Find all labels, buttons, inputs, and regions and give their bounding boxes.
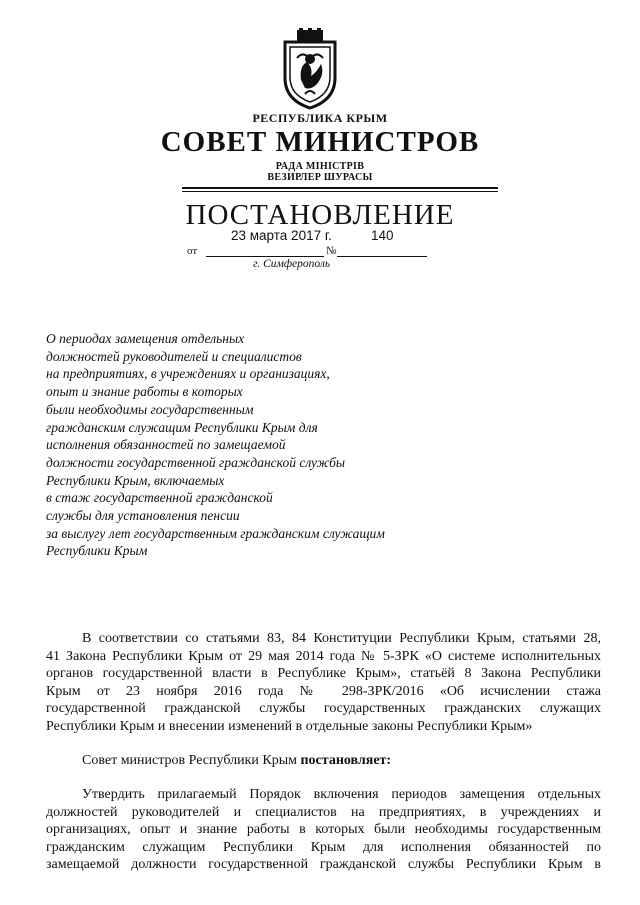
date-label: от [187,245,198,257]
subject-line: в стаж государственной гражданской [46,490,273,506]
paragraph-line: замещаемой должности государственной гражданской службы Республики Крым в [46,857,601,872]
crimea-coat-of-arms-icon [277,28,343,110]
decree-subject [46,330,466,560]
subject-line: за выслугу лет государственным гражданским служащим [46,525,385,541]
paragraph-line: Республики Крым и внесении изменений в отдельные законы Республики Крым» [46,718,533,734]
paragraph-line: государственной гражданской службы государственных гражданских служащих [46,701,601,716]
header-rule-thick [182,187,498,189]
council-title: СОВЕТ МИНИСТРОВ [160,126,480,158]
decree-number: 140 [371,228,394,243]
subject-line: исполнения обязанностей по замещаемой [46,437,286,453]
resolution-paragraph [46,752,601,770]
paragraph-line: Утвердить прилагаемый Порядок включения периодов замещения отдельных [82,787,601,802]
city-label: г. Симферополь [253,258,331,270]
council-title-crimean-tatar: ВЕЗИРЛЕР ШУРАСЫ [267,172,373,183]
decree-title: ПОСТАНОВЛЕНИЕ [185,199,455,231]
resolution-lead: Совет министров Республики Крым [82,753,301,768]
subject-line: службы для установления пенсии [46,508,240,524]
resolution-keyword: постановляет: [300,753,392,768]
council-title-ukrainian: РАДА МІНІСТРІВ [275,161,365,172]
subject-line: были необходимы государственным [46,401,254,417]
paragraph-line: гражданским служащим Республики Крым для исполнения обязанностей по [46,839,601,855]
number-underline [337,256,427,257]
approval-paragraph [46,786,601,874]
subject-line: должности государственной гражданской службы [46,454,345,470]
subject-line: Республики Крым [46,543,148,559]
paragraph-line: В соответствии со статьями 83, 84 Конституции Республики Крым, статьями 28, [82,631,601,646]
date-number-line [187,241,427,259]
number-label: № [326,245,337,257]
paragraph-line [46,752,601,770]
subject-line: опыт и знание работы в которых [46,384,243,400]
decree-date: 23 марта 2017 г. [231,228,332,243]
subject-line: должностей руководителей и специалистов [46,348,302,364]
republic-label: РЕСПУБЛИКА КРЫМ [252,111,388,125]
paragraph-line: 41 Закона Республики Крым от 29 мая 2014 года № 5-ЗРК «О системе исполнительных [46,648,601,664]
subject-line: гражданским служащим Республики Крым для [46,419,318,435]
date-underline [206,256,324,257]
paragraph-line: Крым от 23 ноября 2016 года № 298-ЗРК/2016 «Об исчислении стажа [46,683,601,699]
paragraph-line: организациях, опыт и знание работы в которых были необходимы государственным [46,822,601,837]
preamble-paragraph [46,630,601,735]
subject-line: на предприятиях, в учреждениях и организациях, [46,366,330,382]
subject-line: Республики Крым, включаемых [46,472,225,488]
paragraph-line: должностей руководителей и специалистов на предприятиях, в учреждениях и [46,804,601,820]
header-rule-thin [182,191,498,192]
subject-line: О периодах замещения отдельных [46,331,245,346]
paragraph-line: органов государственной власти в Республике Крым», статьёй 8 Закона Республики [46,666,601,681]
